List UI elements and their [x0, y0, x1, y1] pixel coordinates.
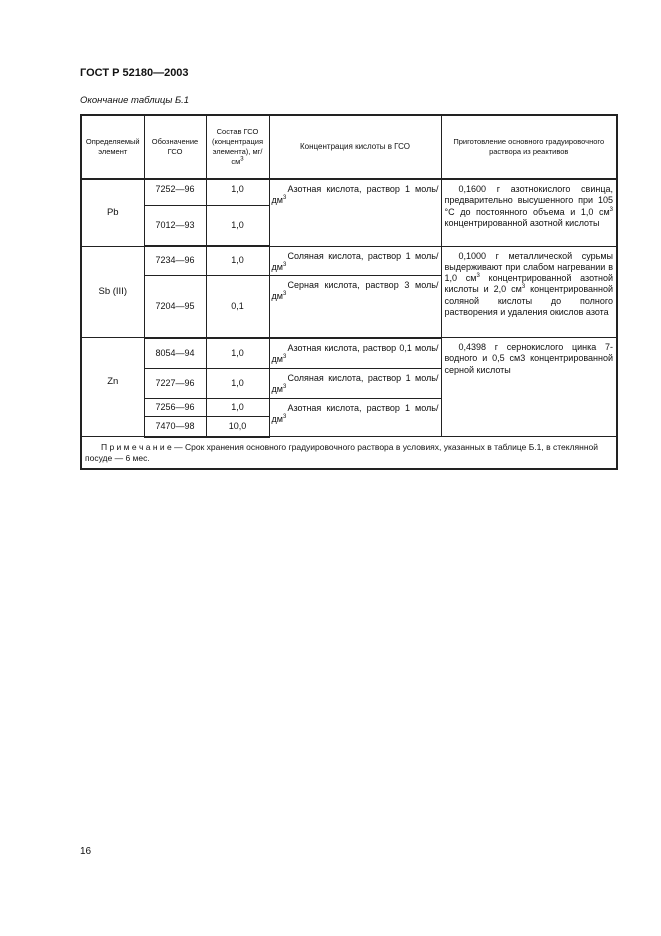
- composition-cell: 1,0: [206, 205, 269, 246]
- col-header-element: Определяемый элемент: [81, 115, 144, 179]
- composition-cell: 1,0: [206, 338, 269, 369]
- col-header-concentration: Концентрация кислоты в ГСО: [269, 115, 441, 179]
- preparation-cell: 0,1600 г азотнокислого свинца, предварительно высушенного при 105 °С до постоянного объема и 1,0 $см^3$ концентрированной азотной кислоты: [441, 179, 617, 246]
- gso-cell: 7256—96: [144, 399, 206, 417]
- preparation-cell: 0,1000 г металлической сурьмы выдерживают при слабом нагревании в 1,0 $см^3$ концентрированной азотной кислоты и 2,0 $см^3$ концентрированной соляной кислоты до полного растворения и удаления окислов азота: [441, 246, 617, 338]
- table-row: [81, 338, 617, 369]
- table-row: [81, 246, 617, 276]
- gso-cell: 7227—96: [144, 369, 206, 399]
- table-header-row: [81, 115, 617, 179]
- col-header-preparation: Приготовление основного градуировочного раствора из реактивов: [441, 115, 617, 179]
- preparation-cell: 0,4398 г сернокислого цинка 7-водного и 0,5 см3 концентрированной серной кислоты: [441, 338, 617, 437]
- composition-cell: 1,0: [206, 179, 269, 205]
- gso-cell: 7204—95: [144, 276, 206, 338]
- acid-cell: Соляная кислота, раствор 1 моль/$дм^3$: [269, 246, 441, 276]
- gso-cell: 7470—98: [144, 417, 206, 437]
- gso-cell: 7252—96: [144, 179, 206, 205]
- page-number: 16: [80, 846, 92, 857]
- gso-cell: 7234—96: [144, 246, 206, 276]
- gso-cell: 8054—94: [144, 338, 206, 369]
- acid-cell: Азотная кислота, раствор 1 моль/$дм^3$: [269, 179, 441, 246]
- composition-cell: 0,1: [206, 276, 269, 338]
- element-cell: Pb: [81, 179, 144, 246]
- element-cell: Zn: [81, 338, 144, 437]
- table-note-row: [81, 437, 617, 470]
- document-id: ГОСТ Р 52180—2003: [80, 67, 189, 79]
- acid-cell: Соляная кислота, раствор 1 моль/$дм^3$: [269, 369, 441, 399]
- composition-cell: 1,0: [206, 399, 269, 417]
- composition-cell: 1,0: [206, 246, 269, 276]
- table-caption: Окончание таблицы Б.1: [80, 95, 190, 106]
- acid-cell: Азотная кислота, раствор 1 моль/$дм^3$: [269, 399, 441, 437]
- element-cell: Sb (III): [81, 246, 144, 338]
- acid-cell: Серная кислота, раствор 3 моль/$дм^3$: [269, 276, 441, 338]
- composition-cell: 1,0: [206, 369, 269, 399]
- col-header-composition: Состав ГСО (концентрация элемента), $мг/см^3$: [206, 115, 269, 179]
- table-row: [81, 179, 617, 205]
- reagent-table: [80, 114, 618, 470]
- acid-cell: Азотная кислота, раствор 0,1 моль/$дм^3$: [269, 338, 441, 369]
- composition-cell: 10,0: [206, 417, 269, 437]
- gso-cell: 7012—93: [144, 205, 206, 246]
- note-label: П р и м е ч а н и е: [101, 441, 172, 452]
- col-header-gso: Обозначение ГСО: [144, 115, 206, 179]
- table-note: П р и м е ч а н и е — Срок хранения основного градуировочного раствора в условиях, указанных в таблице Б.1, в стеклянной посуде — 6 мес.: [81, 437, 617, 470]
